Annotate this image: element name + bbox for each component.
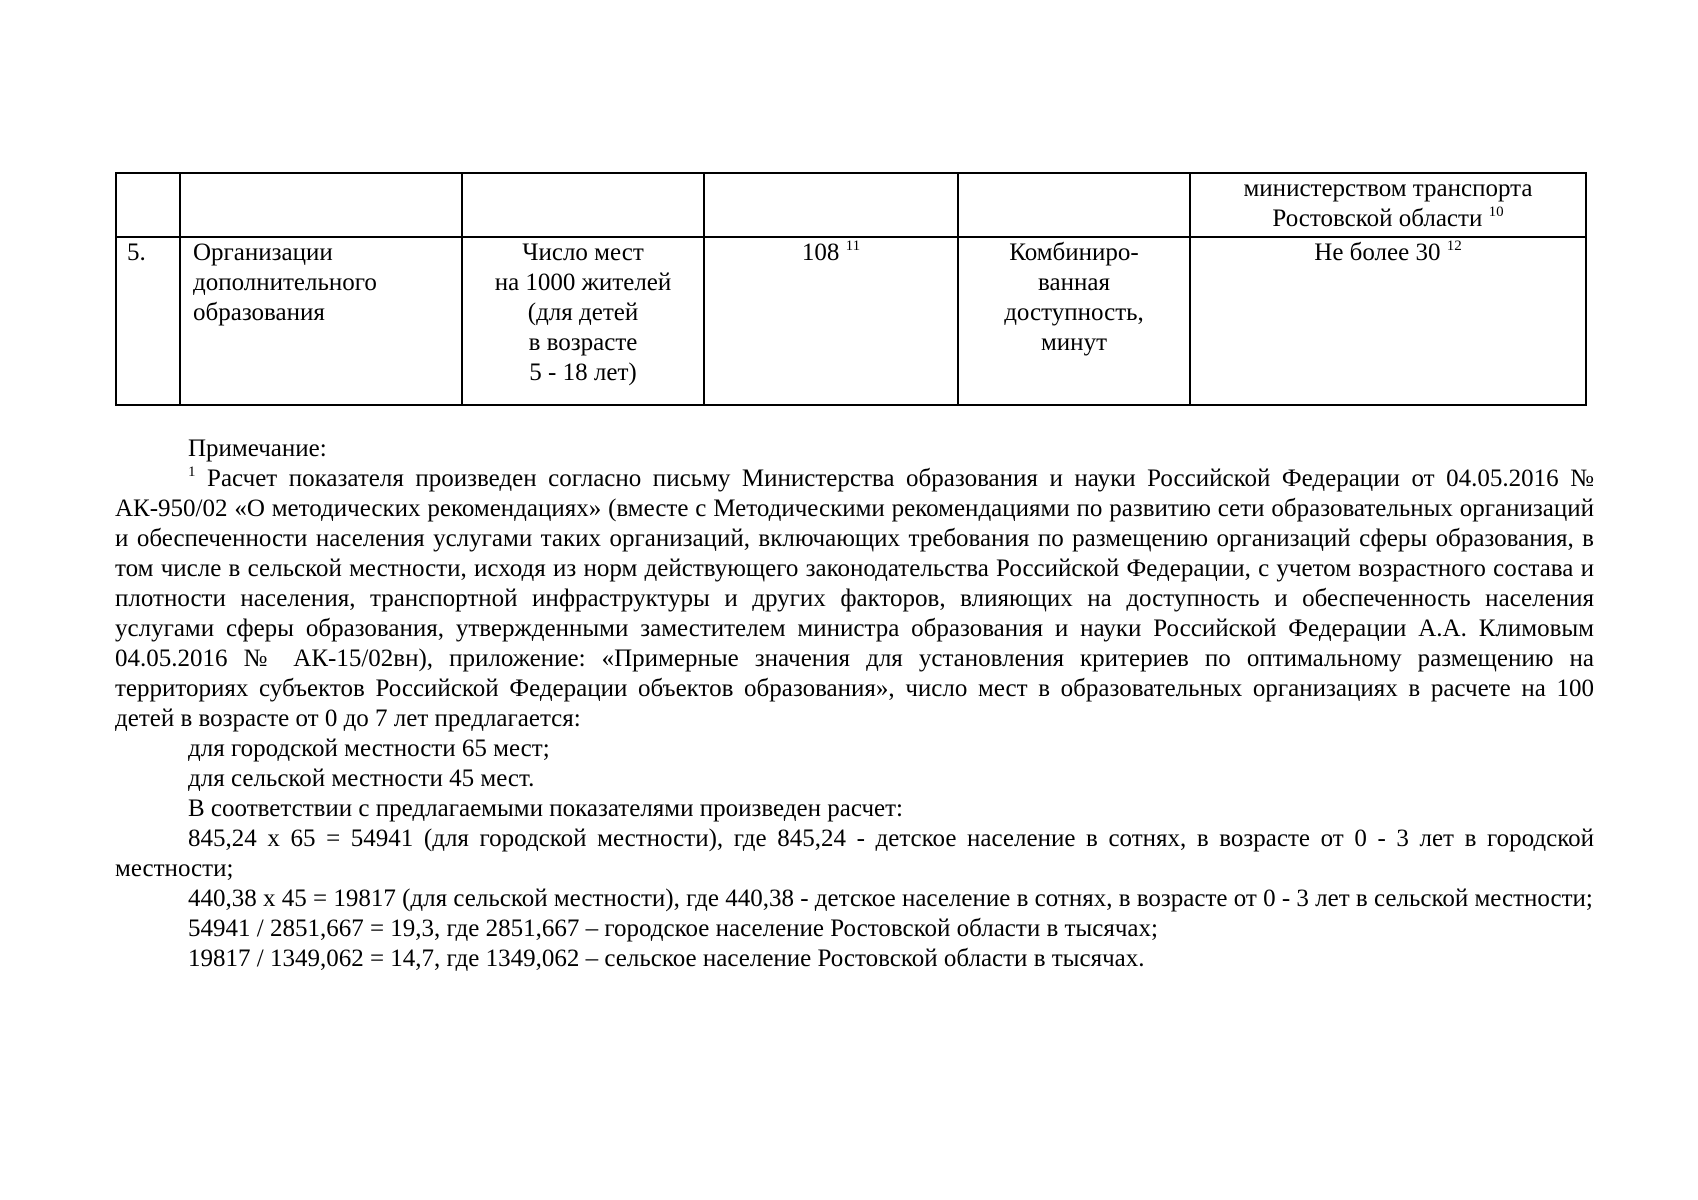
ratio-rural: 19817 / 1349,062 = 14,7, где 1349,062 – сельское население Ростовской области в тысячах.: [188, 945, 1145, 972]
calc-urban: 845,24 x 65 = 54941 (для городской местности), где 845,24 - детское население в сотнях, в возрасте от 0 - 3 лет в городской местности;: [115, 825, 1594, 882]
access-type: Комбиниро- ванная доступность, минут: [958, 237, 1190, 405]
rural-norm: для сельской местности 45 мест.: [188, 765, 535, 792]
footnote-1-mark: 1: [188, 464, 196, 480]
table-cell-authority: [1190, 173, 1586, 237]
table-cell-empty: [958, 173, 1190, 237]
table-row-5: [116, 237, 1586, 405]
table-cell-empty: [116, 173, 180, 237]
calc-rural: 440,38 x 45 = 19817 (для сельской местности), где 440,38 - детское население в сотнях, в возрасте от 0 - 3 лет в сельской местности;: [188, 885, 1593, 912]
calc-intro: В соответствии с предлагаемыми показателями произведен расчет:: [188, 795, 903, 822]
value-text: 108: [801, 239, 840, 266]
footnote-ref-12: 12: [1446, 238, 1462, 254]
notes-section: [115, 434, 1594, 974]
access-value-text: Не более 30: [1314, 239, 1441, 266]
indicator-value: [704, 237, 958, 405]
row-number: 5.: [116, 237, 180, 405]
table-row-continuation: [116, 173, 1586, 237]
standards-table: [115, 172, 1587, 406]
table-cell-empty: [180, 173, 462, 237]
indicator-name: Число мест на 1000 жителей (для детей в возрасте 5 - 18 лет): [462, 237, 704, 405]
notes-heading: Примечание:: [188, 435, 327, 462]
footnote-ref-10: 10: [1488, 204, 1504, 220]
table-cell-empty: [704, 173, 958, 237]
facility-name: Организации дополнительного образования: [180, 237, 462, 405]
footnote-1: [115, 464, 1594, 734]
table-cell-empty: [462, 173, 704, 237]
authority-text: министерством транспорта Ростовской области: [1243, 175, 1533, 232]
footnote-ref-11: 11: [845, 238, 861, 254]
footnote-1-text: Расчет показателя произведен согласно письму Министерства образования и науки Российской Федерации от 04.05.2016 № АК-950/02 «О методических рекомендациях» (вместе с Методическими рекомендациями по развитию сети образовательных организаций и обеспеченности населения услугами таких организаций, включающих требования по размещению организаций сферы образования, в том числе в сельской местности, исходя из норм действующего законодательства Российской Федерации, с учетом возрастного состава и плотности населения, транспортной инфраструктуры и других факторов, влияющих на доступность и обеспеченность населения услугами сферы образования, утвержденными заместителем министра образования и науки Российской Федерации А.А. Климовым 04.05.2016 № АК-15/02вн), приложение: «Примерные значения для установления критериев по оптимальному размещению на территориях субъектов Российской Федерации объектов образования», число мест в образовательных организациях в расчете на 100 детей в возрасте от 0 до 7 лет предлагается:: [115, 465, 1594, 732]
access-value: [1190, 237, 1586, 405]
urban-norm: для городской местности 65 мест;: [188, 735, 550, 762]
ratio-urban: 54941 / 2851,667 = 19,3, где 2851,667 – городское население Ростовской области в тысячах;: [188, 915, 1158, 942]
